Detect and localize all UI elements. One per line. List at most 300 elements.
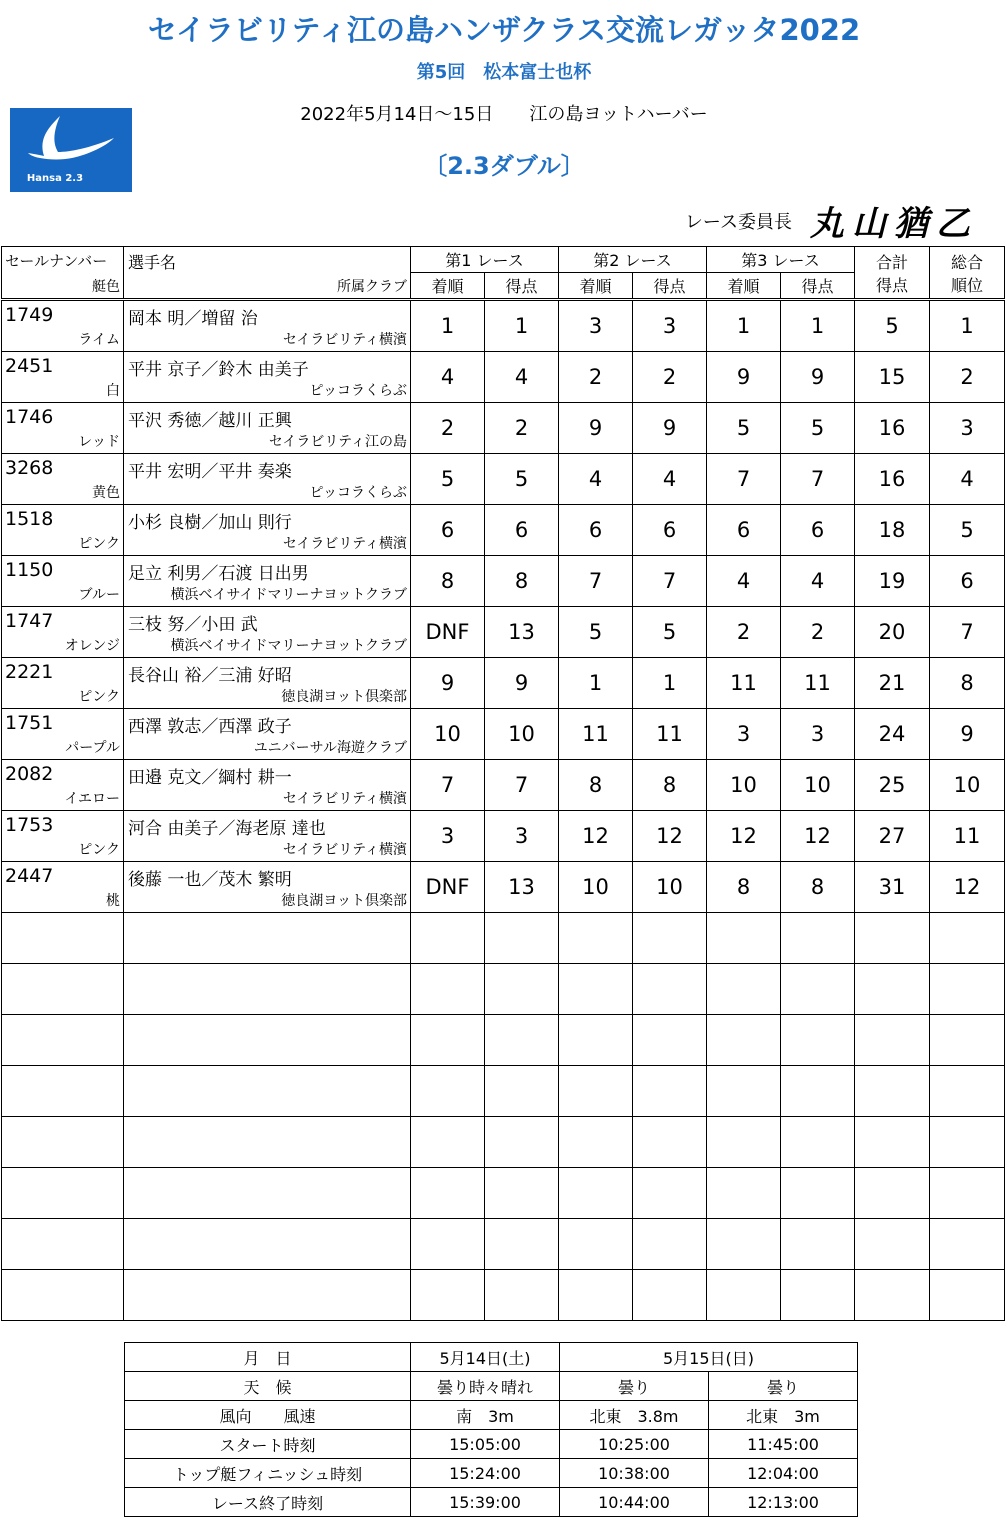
race2-points: 12: [633, 811, 707, 862]
header-race2-points: 得点: [633, 273, 707, 300]
empty-cell: [559, 1015, 633, 1066]
race1-finish: DNF: [411, 607, 485, 658]
race1-points: 13: [485, 862, 559, 913]
table-row: [2, 811, 1005, 862]
name-cell: [124, 352, 411, 403]
overall-rank: 2: [930, 352, 1005, 403]
hull-color: ピンク: [78, 689, 120, 705]
empty-cell: [633, 1168, 707, 1219]
empty-table-row: [2, 913, 1005, 964]
sail-cell: [2, 811, 124, 862]
race3-points: 2: [781, 607, 855, 658]
empty-cell: [855, 1219, 930, 1270]
hull-color: ピンク: [78, 536, 120, 552]
empty-cell: [559, 1270, 633, 1321]
sailors: 岡本 明／増留 治: [128, 309, 258, 329]
empty-cell: [781, 1015, 855, 1066]
overall-rank: 8: [930, 658, 1005, 709]
race1-points: 9: [485, 658, 559, 709]
total-points: 15: [855, 352, 930, 403]
sailors: 田邉 克文／綱村 耕一: [128, 768, 292, 788]
race2-finish: 9: [559, 403, 633, 454]
sail-number: 1150: [5, 559, 54, 581]
empty-cell: [930, 1270, 1005, 1321]
empty-cell: [707, 1066, 781, 1117]
sail-cell: [2, 403, 124, 454]
race2-finish: 7: [559, 556, 633, 607]
total-points: 18: [855, 505, 930, 556]
empty-cell: [124, 1066, 411, 1117]
weather-top-finish-r3: 12:04:00: [709, 1459, 858, 1488]
table-row: [2, 454, 1005, 505]
total-points: 5: [855, 300, 930, 352]
club: ピッコラくらぶ: [309, 485, 407, 501]
empty-cell: [485, 1219, 559, 1270]
hull-color: 黄色: [92, 485, 120, 501]
empty-cell: [633, 1219, 707, 1270]
race1-points: 4: [485, 352, 559, 403]
overall-rank: 6: [930, 556, 1005, 607]
empty-cell: [124, 913, 411, 964]
weather-table: [124, 1342, 858, 1517]
sail-cell: [2, 454, 124, 505]
empty-cell: [707, 1015, 781, 1066]
hull-color: ライム: [78, 332, 120, 348]
empty-cell: [124, 1168, 411, 1219]
overall-rank: 3: [930, 403, 1005, 454]
race1-points: 13: [485, 607, 559, 658]
empty-cell: [707, 1117, 781, 1168]
empty-cell: [930, 1219, 1005, 1270]
empty-table-row: [2, 964, 1005, 1015]
table-row: [2, 607, 1005, 658]
header-race3-points: 得点: [781, 273, 855, 300]
empty-cell: [411, 1117, 485, 1168]
empty-cell: [781, 964, 855, 1015]
empty-cell: [930, 1117, 1005, 1168]
sail-number: 1749: [5, 304, 54, 326]
empty-cell: [411, 1168, 485, 1219]
club: ユニバーサル海遊クラブ: [253, 740, 407, 756]
empty-table-row: [2, 1219, 1005, 1270]
total-points: 16: [855, 403, 930, 454]
race1-finish: DNF: [411, 862, 485, 913]
race3-points: 9: [781, 352, 855, 403]
weather-label-top-finish: トップ艇フィニッシュ時刻: [125, 1459, 411, 1488]
race3-points: 4: [781, 556, 855, 607]
header-sailors: 選手名: [128, 253, 177, 272]
race2-finish: 2: [559, 352, 633, 403]
empty-cell: [707, 964, 781, 1015]
race2-points: 11: [633, 709, 707, 760]
race2-points: 10: [633, 862, 707, 913]
race1-finish: 5: [411, 454, 485, 505]
race3-points: 5: [781, 403, 855, 454]
sail-cell: [2, 760, 124, 811]
header-race1-finish: 着順: [411, 273, 485, 300]
club: 横浜ベイサイドマリーナヨットクラブ: [170, 587, 407, 603]
race3-finish: 2: [707, 607, 781, 658]
sail-number: 2451: [5, 355, 54, 377]
race1-points: 2: [485, 403, 559, 454]
sailors: 河合 由美子／海老原 達也: [128, 819, 326, 839]
empty-cell: [707, 913, 781, 964]
header-sail-number: セールナンバー: [5, 252, 108, 270]
club: 横浜ベイサイドマリーナヨットクラブ: [170, 638, 407, 654]
race2-points: 1: [633, 658, 707, 709]
header-race1-points: 得点: [485, 273, 559, 300]
name-cell: [124, 709, 411, 760]
race1-points: 1: [485, 300, 559, 352]
page-subtitle: 第5回 松本富士也杯: [416, 62, 592, 83]
race3-finish: 3: [707, 709, 781, 760]
header-race1: 第1 レース: [411, 247, 559, 273]
sail-number: 2447: [5, 865, 54, 887]
empty-cell: [559, 1117, 633, 1168]
name-cell: [124, 454, 411, 505]
empty-cell: [781, 1117, 855, 1168]
sailors: 小杉 良樹／加山 則行: [128, 513, 292, 533]
empty-cell: [930, 1015, 1005, 1066]
empty-table-row: [2, 1015, 1005, 1066]
sail-number: 2082: [5, 763, 54, 785]
empty-cell: [2, 964, 124, 1015]
race2-points: 8: [633, 760, 707, 811]
table-row: [2, 658, 1005, 709]
dates-venue: 2022年5月14日～15日 江の島ヨットハーバー: [300, 104, 708, 125]
race2-finish: 4: [559, 454, 633, 505]
header-race3: 第3 レース: [707, 247, 855, 273]
empty-cell: [781, 913, 855, 964]
chair-signature: 丸山猶乙: [810, 204, 978, 244]
sailors: 三枝 努／小田 武: [128, 615, 258, 635]
race3-points: 1: [781, 300, 855, 352]
race3-points: 6: [781, 505, 855, 556]
sailors: 西澤 敦志／西澤 政子: [128, 717, 292, 737]
weather-conditions-r3: 曇り: [709, 1372, 858, 1401]
empty-cell: [855, 1270, 930, 1321]
empty-cell: [124, 1219, 411, 1270]
table-row: [2, 352, 1005, 403]
race3-finish: 1: [707, 300, 781, 352]
race2-finish: 5: [559, 607, 633, 658]
hull-color: オレンジ: [64, 638, 120, 654]
name-cell: [124, 300, 411, 352]
race1-finish: 7: [411, 760, 485, 811]
empty-cell: [633, 1117, 707, 1168]
empty-table-row: [2, 1270, 1005, 1321]
table-row: [2, 300, 1005, 352]
sail-cell: [2, 862, 124, 913]
total-points: 31: [855, 862, 930, 913]
empty-cell: [2, 1015, 124, 1066]
table-row: [2, 556, 1005, 607]
empty-cell: [930, 913, 1005, 964]
empty-cell: [855, 913, 930, 964]
race2-finish: 11: [559, 709, 633, 760]
weather-conditions-r1: 曇り時々晴れ: [411, 1372, 560, 1401]
sail-number: 2221: [5, 661, 54, 683]
race3-finish: 8: [707, 862, 781, 913]
table-row: [2, 403, 1005, 454]
empty-cell: [930, 1066, 1005, 1117]
hull-color: レッド: [78, 434, 120, 450]
header-race2-finish: 着順: [559, 273, 633, 300]
race2-points: 5: [633, 607, 707, 658]
club: 徳良湖ヨット倶楽部: [281, 893, 407, 909]
header-total: [855, 247, 930, 300]
race1-finish: 8: [411, 556, 485, 607]
race1-finish: 3: [411, 811, 485, 862]
header-hull-color: 艇色: [92, 279, 120, 295]
name-cell: [124, 556, 411, 607]
weather-label-date: 月 日: [125, 1343, 411, 1372]
hull-color: ピンク: [78, 842, 120, 858]
overall-rank: 1: [930, 300, 1005, 352]
weather-top-finish-r2: 10:38:00: [560, 1459, 709, 1488]
header-race3-finish: 着順: [707, 273, 781, 300]
empty-cell: [2, 913, 124, 964]
header-rank-line2: 順位: [950, 275, 983, 295]
empty-cell: [855, 1117, 930, 1168]
table-row: [2, 760, 1005, 811]
race-committee-chair: [685, 196, 978, 245]
empty-cell: [930, 1168, 1005, 1219]
overall-rank: 11: [930, 811, 1005, 862]
empty-cell: [930, 964, 1005, 1015]
overall-rank: 10: [930, 760, 1005, 811]
race3-finish: 4: [707, 556, 781, 607]
chair-label: レース委員長: [684, 211, 792, 233]
empty-cell: [124, 1270, 411, 1321]
sail-number: 1747: [5, 610, 54, 632]
hansa-logo: [10, 108, 132, 192]
race3-points: 12: [781, 811, 855, 862]
race1-finish: 2: [411, 403, 485, 454]
race2-finish: 1: [559, 658, 633, 709]
header-rank-line1: 総合: [950, 252, 983, 272]
empty-table-row: [2, 1066, 1005, 1117]
header-sail-hull: [2, 247, 124, 300]
empty-cell: [633, 1066, 707, 1117]
empty-cell: [855, 1168, 930, 1219]
weather-end-r3: 12:13:00: [709, 1488, 858, 1517]
total-points: 24: [855, 709, 930, 760]
race1-points: 8: [485, 556, 559, 607]
weather-wind-r1: 南 3m: [411, 1401, 560, 1430]
sail-number: 1746: [5, 406, 54, 428]
hull-color: 白: [106, 383, 120, 399]
weather-label-start: スタート時刻: [125, 1430, 411, 1459]
race2-finish: 8: [559, 760, 633, 811]
weather-end-r2: 10:44:00: [560, 1488, 709, 1517]
empty-cell: [781, 1066, 855, 1117]
empty-cell: [633, 964, 707, 1015]
sail-number: 1518: [5, 508, 54, 530]
hull-color: 桃: [106, 893, 120, 909]
race3-points: 8: [781, 862, 855, 913]
race1-finish: 1: [411, 300, 485, 352]
empty-cell: [559, 913, 633, 964]
empty-cell: [485, 913, 559, 964]
logo-caption: Hansa 2.3: [26, 173, 84, 184]
sailors: 長谷山 裕／三浦 好昭: [128, 666, 292, 686]
empty-cell: [2, 1117, 124, 1168]
weather-date-day2: 5月15日(日): [560, 1343, 858, 1372]
weather-end-r1: 15:39:00: [411, 1488, 560, 1517]
empty-cell: [485, 1270, 559, 1321]
overall-rank: 7: [930, 607, 1005, 658]
empty-cell: [781, 1168, 855, 1219]
club: セイラビリティ横濱: [282, 791, 407, 807]
sail-cell: [2, 300, 124, 352]
weather-wind-r3: 北東 3m: [709, 1401, 858, 1430]
race2-finish: 12: [559, 811, 633, 862]
sail-number: 3268: [5, 457, 54, 479]
empty-cell: [855, 1015, 930, 1066]
empty-cell: [2, 1219, 124, 1270]
empty-cell: [485, 1168, 559, 1219]
name-cell: [124, 658, 411, 709]
empty-cell: [855, 1066, 930, 1117]
table-row: [2, 709, 1005, 760]
race3-points: 3: [781, 709, 855, 760]
header-rank: [930, 247, 1005, 300]
empty-cell: [124, 1117, 411, 1168]
race1-points: 6: [485, 505, 559, 556]
total-points: 25: [855, 760, 930, 811]
page-title: セイラビリティ江の島ハンザクラス交流レガッタ2022: [147, 13, 861, 47]
race1-points: 5: [485, 454, 559, 505]
race3-finish: 7: [707, 454, 781, 505]
overall-rank: 12: [930, 862, 1005, 913]
sail-number: 1753: [5, 814, 54, 836]
total-points: 19: [855, 556, 930, 607]
sail-cell: [2, 658, 124, 709]
empty-cell: [781, 1270, 855, 1321]
empty-cell: [124, 964, 411, 1015]
empty-cell: [633, 1015, 707, 1066]
race1-finish: 10: [411, 709, 485, 760]
empty-table-row: [2, 1168, 1005, 1219]
header-total-line1: 合計: [875, 252, 908, 272]
race3-points: 7: [781, 454, 855, 505]
race3-finish: 5: [707, 403, 781, 454]
overall-rank: 9: [930, 709, 1005, 760]
hull-color: パープル: [65, 740, 120, 756]
overall-rank: 5: [930, 505, 1005, 556]
sail-number: 1751: [5, 712, 54, 734]
total-points: 21: [855, 658, 930, 709]
club: セイラビリティ江の島: [268, 434, 407, 450]
race1-finish: 4: [411, 352, 485, 403]
empty-cell: [485, 1066, 559, 1117]
sailors: 平沢 秀徳／越川 正興: [128, 411, 292, 431]
name-cell: [124, 811, 411, 862]
race1-points: 7: [485, 760, 559, 811]
empty-cell: [559, 964, 633, 1015]
results-table: [1, 246, 1005, 1321]
empty-cell: [411, 1219, 485, 1270]
empty-cell: [707, 1219, 781, 1270]
club: セイラビリティ横濱: [282, 536, 407, 552]
weather-start-r1: 15:05:00: [411, 1430, 560, 1459]
race2-points: 4: [633, 454, 707, 505]
total-points: 16: [855, 454, 930, 505]
club: ピッコラくらぶ: [309, 383, 407, 399]
sail-cell: [2, 709, 124, 760]
header-total-line2: 得点: [875, 275, 908, 295]
race2-points: 7: [633, 556, 707, 607]
sailors: 足立 利男／石渡 日出男: [128, 564, 309, 584]
empty-cell: [781, 1219, 855, 1270]
header-race2: 第2 レース: [559, 247, 707, 273]
race2-points: 2: [633, 352, 707, 403]
empty-cell: [485, 1117, 559, 1168]
empty-cell: [411, 1066, 485, 1117]
weather-conditions-r2: 曇り: [560, 1372, 709, 1401]
header-name-club: [124, 247, 411, 300]
weather-date-day1: 5月14日(土): [411, 1343, 560, 1372]
race1-points: 10: [485, 709, 559, 760]
sailors: 平井 京子／鈴木 由美子: [128, 360, 309, 380]
race2-points: 9: [633, 403, 707, 454]
club: 徳良湖ヨット倶楽部: [281, 689, 407, 705]
sail-cell: [2, 505, 124, 556]
empty-cell: [124, 1015, 411, 1066]
empty-cell: [633, 1270, 707, 1321]
empty-cell: [411, 964, 485, 1015]
empty-cell: [707, 1168, 781, 1219]
race1-finish: 9: [411, 658, 485, 709]
class-name: 〔2.3ダブル〕: [423, 152, 585, 180]
name-cell: [124, 760, 411, 811]
weather-label-conditions: 天 候: [125, 1372, 411, 1401]
race3-points: 10: [781, 760, 855, 811]
empty-cell: [411, 913, 485, 964]
race3-finish: 9: [707, 352, 781, 403]
race3-points: 11: [781, 658, 855, 709]
club: セイラビリティ横濱: [282, 332, 407, 348]
sailors: 後藤 一也／茂木 繁明: [128, 870, 292, 890]
race3-finish: 11: [707, 658, 781, 709]
weather-top-finish-r1: 15:24:00: [411, 1459, 560, 1488]
race2-finish: 6: [559, 505, 633, 556]
sail-cell: [2, 607, 124, 658]
empty-cell: [633, 913, 707, 964]
empty-cell: [485, 964, 559, 1015]
hull-color: ブルー: [78, 587, 120, 603]
race3-finish: 10: [707, 760, 781, 811]
empty-cell: [411, 1015, 485, 1066]
empty-cell: [2, 1066, 124, 1117]
total-points: 27: [855, 811, 930, 862]
race2-finish: 3: [559, 300, 633, 352]
table-row: [2, 505, 1005, 556]
total-points: 20: [855, 607, 930, 658]
weather-start-r3: 11:45:00: [709, 1430, 858, 1459]
sail-cell: [2, 352, 124, 403]
empty-cell: [707, 1270, 781, 1321]
weather-wind-r2: 北東 3.8m: [560, 1401, 709, 1430]
race2-points: 6: [633, 505, 707, 556]
name-cell: [124, 607, 411, 658]
empty-cell: [2, 1168, 124, 1219]
name-cell: [124, 403, 411, 454]
club: セイラビリティ横濱: [282, 842, 407, 858]
sail-cell: [2, 556, 124, 607]
race1-points: 3: [485, 811, 559, 862]
